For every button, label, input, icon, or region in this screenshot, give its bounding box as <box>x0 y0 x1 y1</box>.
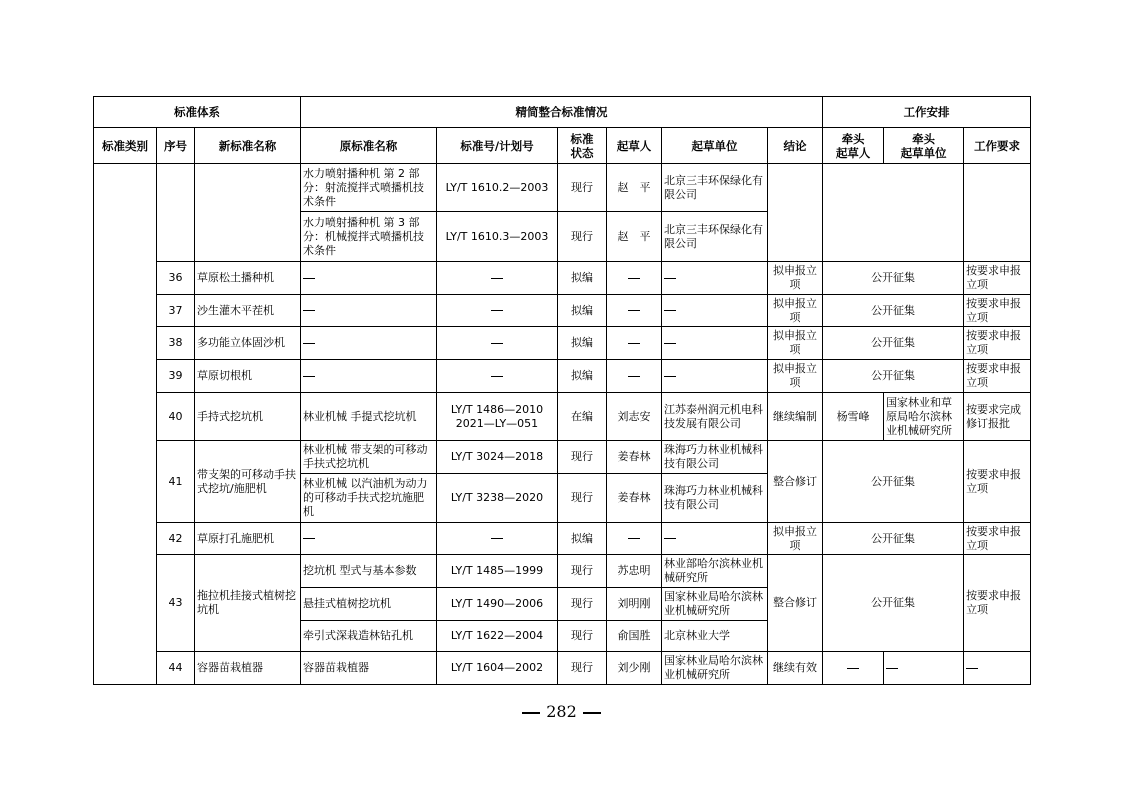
unit: 江苏泰州润元机电科技发展有限公司 <box>662 393 768 441</box>
std-no: LY/T 1622—2004 <box>437 621 558 652</box>
orig-name: 悬挂式植树挖坑机 <box>301 588 437 621</box>
table-row <box>94 393 1031 441</box>
new-name: 草原松土播种机 <box>195 262 301 295</box>
empty-dash <box>886 668 898 669</box>
new-name: 容器苗栽植器 <box>195 652 301 685</box>
header-work-arrangement: 工作安排 <box>823 97 1031 128</box>
status: 拟编 <box>558 295 607 327</box>
lead: 公开征集 <box>823 360 964 393</box>
status: 现行 <box>558 652 607 685</box>
empty-dash <box>664 343 676 344</box>
lead: 公开征集 <box>823 327 964 360</box>
footer-dash-left <box>522 712 540 714</box>
std-no: LY/T 1610.2—2003 <box>437 164 558 212</box>
lead: 公开征集 <box>823 262 964 295</box>
new-name: 草原打孔施肥机 <box>195 523 301 555</box>
empty-dash <box>966 668 978 669</box>
drafter: 姜春林 <box>607 474 662 523</box>
header-lead-drafter: 牵头 起草人 <box>823 128 884 164</box>
empty-dash <box>847 668 859 669</box>
unit: 北京三丰环保绿化有限公司 <box>662 164 768 212</box>
status: 拟编 <box>558 262 607 295</box>
orig-name: 林业机械 带支架的可移动手扶式挖坑机 <box>301 441 437 474</box>
drafter: 姜春林 <box>607 441 662 474</box>
std-no: LY/T 1486—2010 2021—LY—051 <box>437 393 558 441</box>
std-no: LY/T 3238—2020 <box>437 474 558 523</box>
seq: 37 <box>157 295 195 327</box>
table-row <box>94 164 1031 212</box>
requirement: 按要求申报立项 <box>964 262 1031 295</box>
status: 现行 <box>558 164 607 212</box>
table-row <box>94 360 1031 393</box>
page-footer <box>0 702 1123 721</box>
page-number: 282 <box>546 702 577 721</box>
table-row <box>94 327 1031 360</box>
status: 拟编 <box>558 523 607 555</box>
std-no: LY/T 1485—1999 <box>437 555 558 588</box>
status: 现行 <box>558 474 607 523</box>
status: 现行 <box>558 212 607 262</box>
header-standard-system: 标准体系 <box>94 97 301 128</box>
table-row <box>94 555 1031 588</box>
seq: 39 <box>157 360 195 393</box>
conclusion: 整合修订 <box>768 555 823 652</box>
new-name: 手持式挖坑机 <box>195 393 301 441</box>
orig-name: 林业机械 以汽油机为动力的可移动手扶式挖坑施肥机 <box>301 474 437 523</box>
lead: 公开征集 <box>823 555 964 652</box>
status: 现行 <box>558 621 607 652</box>
unit: 林业部哈尔滨林业机械研究所 <box>662 555 768 588</box>
table-row <box>94 262 1031 295</box>
seq: 43 <box>157 555 195 652</box>
lead: 公开征集 <box>823 523 964 555</box>
requirement: 按要求申报立项 <box>964 327 1031 360</box>
lead: 公开征集 <box>823 295 964 327</box>
empty-dash <box>628 343 640 344</box>
empty-dash <box>491 310 503 311</box>
new-name: 拖拉机挂接式植树挖坑机 <box>195 555 301 652</box>
empty-dash <box>491 343 503 344</box>
std-no: LY/T 1490—2006 <box>437 588 558 621</box>
header-unit: 起草单位 <box>662 128 768 164</box>
empty-dash <box>628 538 640 539</box>
drafter: 刘少刚 <box>607 652 662 685</box>
empty-dash <box>303 343 315 344</box>
unit: 北京林业大学 <box>662 621 768 652</box>
seq: 41 <box>157 441 195 523</box>
unit: 国家林业局哈尔滨林业机械研究所 <box>662 588 768 621</box>
orig-name: 挖坑机 型式与基本参数 <box>301 555 437 588</box>
empty-dash <box>303 376 315 377</box>
empty-dash <box>664 278 676 279</box>
requirement: 按要求申报立项 <box>964 360 1031 393</box>
empty-dash <box>491 538 503 539</box>
conclusion: 拟申报立项 <box>768 327 823 360</box>
orig-name: 水力喷射播种机 第 2 部分：射流搅拌式喷播机技术条件 <box>301 164 437 212</box>
requirement: 按要求完成修订报批 <box>964 393 1031 441</box>
seq: 42 <box>157 523 195 555</box>
header-streamline-status: 精简整合标准情况 <box>301 97 823 128</box>
table-row <box>94 295 1031 327</box>
status: 现行 <box>558 555 607 588</box>
drafter: 刘志安 <box>607 393 662 441</box>
conclusion: 继续有效 <box>768 652 823 685</box>
orig-name: 林业机械 手提式挖坑机 <box>301 393 437 441</box>
empty-dash <box>303 538 315 539</box>
empty-dash <box>664 310 676 311</box>
header-new-name: 新标准名称 <box>195 128 301 164</box>
new-name: 草原切根机 <box>195 360 301 393</box>
orig-name: 牵引式深栽造林钻孔机 <box>301 621 437 652</box>
empty-dash <box>491 376 503 377</box>
header-seq: 序号 <box>157 128 195 164</box>
lead: 公开征集 <box>823 441 964 523</box>
std-no: LY/T 1610.3—2003 <box>437 212 558 262</box>
standards-table <box>93 96 1031 685</box>
conclusion: 整合修订 <box>768 441 823 523</box>
requirement: 按要求申报立项 <box>964 295 1031 327</box>
header-conclusion: 结论 <box>768 128 823 164</box>
conclusion: 拟申报立项 <box>768 262 823 295</box>
status: 在编 <box>558 393 607 441</box>
status: 现行 <box>558 588 607 621</box>
conclusion: 拟申报立项 <box>768 360 823 393</box>
seq: 36 <box>157 262 195 295</box>
requirement: 按要求申报立项 <box>964 523 1031 555</box>
drafter: 苏忠明 <box>607 555 662 588</box>
lead-drafter: 杨雪峰 <box>823 393 884 441</box>
conclusion: 继续编制 <box>768 393 823 441</box>
status: 拟编 <box>558 360 607 393</box>
header-lead-unit: 牵头 起草单位 <box>884 128 964 164</box>
empty-dash <box>491 278 503 279</box>
new-name: 沙生灌木平茬机 <box>195 295 301 327</box>
status: 拟编 <box>558 327 607 360</box>
empty-dash <box>303 310 315 311</box>
header-column-row <box>94 128 1031 164</box>
requirement: 按要求申报立项 <box>964 441 1031 523</box>
drafter: 刘明刚 <box>607 588 662 621</box>
status: 现行 <box>558 441 607 474</box>
std-no: LY/T 3024—2018 <box>437 441 558 474</box>
header-std-no: 标准号/计划号 <box>437 128 558 164</box>
orig-name: 容器苗栽植器 <box>301 652 437 685</box>
empty-dash <box>303 278 315 279</box>
new-name: 多功能立体固沙机 <box>195 327 301 360</box>
empty-dash <box>628 376 640 377</box>
empty-dash <box>664 538 676 539</box>
unit: 珠海巧力林业机械科技有限公司 <box>662 441 768 474</box>
footer-dash-right <box>583 712 601 714</box>
header-category: 标准类别 <box>94 128 157 164</box>
drafter: 赵 平 <box>607 212 662 262</box>
empty-dash <box>628 310 640 311</box>
drafter: 赵 平 <box>607 164 662 212</box>
conclusion: 拟申报立项 <box>768 523 823 555</box>
requirement: 按要求申报立项 <box>964 555 1031 652</box>
seq: 40 <box>157 393 195 441</box>
header-requirement: 工作要求 <box>964 128 1031 164</box>
header-orig-name: 原标准名称 <box>301 128 437 164</box>
lead-unit: 国家林业和草原局哈尔滨林业机械研究所 <box>884 393 964 441</box>
unit: 珠海巧力林业机械科技有限公司 <box>662 474 768 523</box>
table-row <box>94 441 1031 474</box>
unit: 国家林业局哈尔滨林业机械研究所 <box>662 652 768 685</box>
empty-dash <box>664 376 676 377</box>
std-no: LY/T 1604—2002 <box>437 652 558 685</box>
header-group-row <box>94 97 1031 128</box>
header-drafter: 起草人 <box>607 128 662 164</box>
category-cell <box>94 164 157 685</box>
orig-name: 水力喷射播种机 第 3 部分：机械搅拌式喷播机技术条件 <box>301 212 437 262</box>
empty-dash <box>628 278 640 279</box>
unit: 北京三丰环保绿化有限公司 <box>662 212 768 262</box>
header-status: 标准 状态 <box>558 128 607 164</box>
conclusion: 拟申报立项 <box>768 295 823 327</box>
table-row <box>94 523 1031 555</box>
seq: 38 <box>157 327 195 360</box>
seq: 44 <box>157 652 195 685</box>
drafter: 俞国胜 <box>607 621 662 652</box>
table-row <box>94 652 1031 685</box>
new-name: 带支架的可移动手扶式挖坑/施肥机 <box>195 441 301 523</box>
